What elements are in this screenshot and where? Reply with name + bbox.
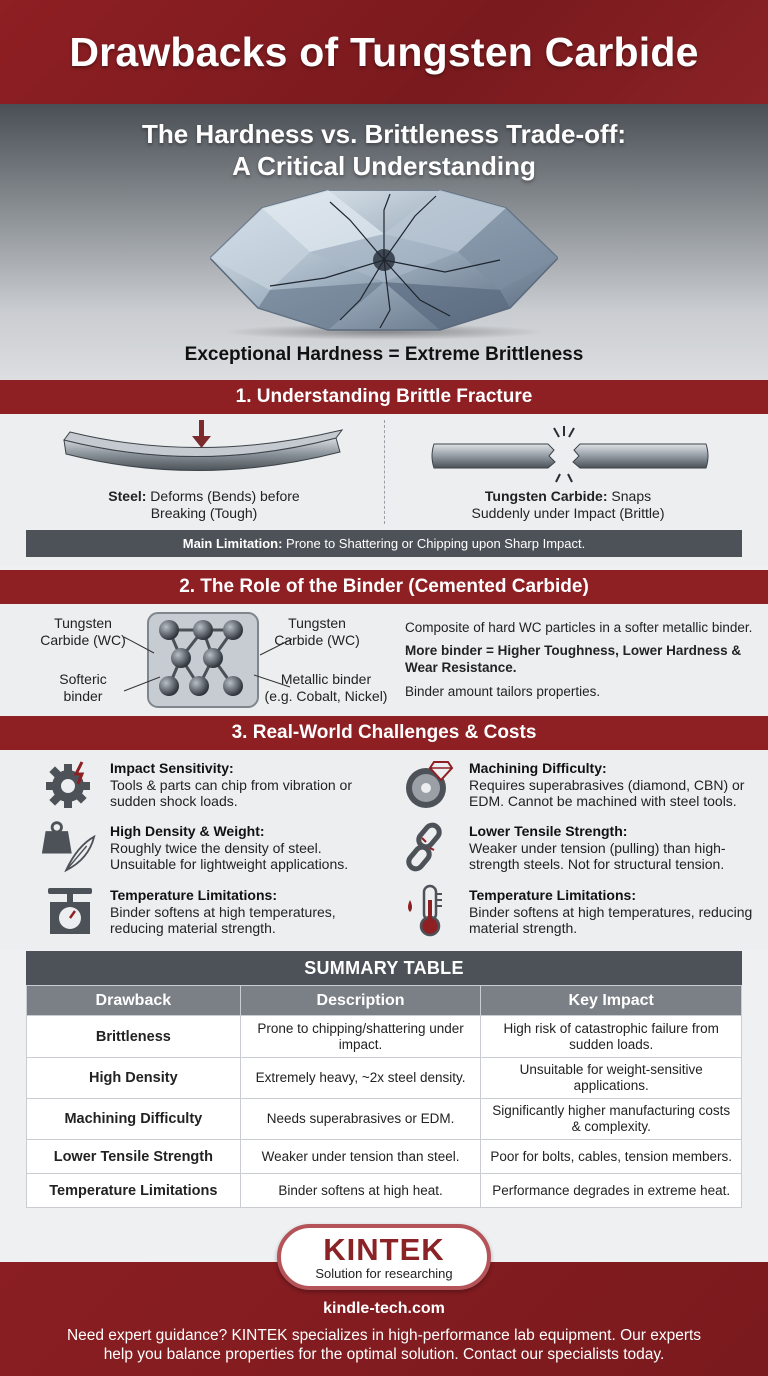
logo-tagline: Solution for researching	[315, 1265, 453, 1281]
table-cell: Poor for bolts, cables, tension members.	[481, 1140, 742, 1174]
challenge-4-title: Lower Tensile Strength:	[469, 823, 628, 839]
table-cell: Performance degrades in extreme heat.	[481, 1174, 742, 1208]
table-cell: Brittleness	[27, 1016, 241, 1058]
section2-heading: 2. The Role of the Binder (Cemented Carbide)	[0, 570, 768, 604]
grinding-disc-icon	[400, 756, 456, 812]
table-cell: Prone to chipping/shattering under impact.	[240, 1016, 481, 1058]
challenge-3-title: High Density & Weight:	[110, 823, 265, 839]
binder-desc-3: Binder amount tailors properties.	[405, 684, 601, 699]
scale-icon	[42, 882, 98, 938]
table-header-row	[27, 986, 742, 1016]
hero-caption: Exceptional Hardness = Extreme Brittleness	[184, 344, 584, 365]
table-cell: Weaker under tension than steel.	[240, 1140, 481, 1174]
challenge-6-desc: Binder softens at high temperatures, reducing material strength.	[469, 904, 753, 936]
label-metallic-binder: Metallic binder (e.g. Cobalt, Nickel)	[264, 671, 388, 704]
challenge-2-desc: Requires superabrasives (diamond, CBN) or EDM. Cannot be machined with steel tools.	[469, 777, 745, 809]
table-cell: Significantly higher manufacturing costs & complexity.	[481, 1099, 742, 1140]
table-row	[27, 1099, 742, 1140]
gear-impact-icon	[42, 756, 98, 812]
binder-desc-2: More binder = Higher Toughness, Lower Hardness & Wear Resistance.	[405, 643, 742, 675]
challenge-1-title: Impact Sensitivity:	[110, 760, 234, 776]
table-header: Drawback	[27, 986, 241, 1016]
label-softer-binder: Softeric binder	[59, 671, 107, 704]
label-wc-left: Tungsten Carbide (WC)	[40, 615, 126, 648]
table-header: Description	[240, 986, 481, 1016]
hero-subtitle-line2: A Critical Understanding	[232, 151, 536, 181]
table-cell: Temperature Limitations	[27, 1174, 241, 1208]
steel-caption: Steel: Deforms (Bends) before Breaking (Tough)	[108, 488, 300, 521]
logo-name: KINTEK	[323, 1231, 445, 1267]
table-row	[27, 1174, 742, 1208]
challenge-6-title: Temperature Limitations:	[469, 887, 636, 903]
challenge-2-title: Machining Difficulty:	[469, 760, 607, 776]
impact-burst-icon	[554, 426, 574, 482]
section3-heading: 3. Real-World Challenges & Costs	[0, 716, 768, 750]
binder-desc-1: Composite of hard WC particles in a softer metallic binder.	[405, 620, 753, 635]
table-cell: Machining Difficulty	[27, 1099, 241, 1140]
hero-subtitle-line1: The Hardness vs. Brittleness Trade-off:	[141, 119, 627, 149]
thermometer-icon	[400, 882, 456, 938]
challenge-5-title: Temperature Limitations:	[110, 887, 277, 903]
challenge-4-desc: Weaker under tension (pulling) than high- strength steels. Not for structural tension.	[469, 840, 726, 872]
cracked-crystal-image	[210, 190, 558, 340]
table-cell: Needs superabrasives or EDM.	[240, 1099, 481, 1140]
website-link[interactable]: kindle-tech.com	[323, 1300, 445, 1317]
table-cell: Extremely heavy, ~2x steel density.	[240, 1058, 481, 1099]
page-title: Drawbacks of Tungsten Carbide	[69, 28, 699, 75]
broken-chain-icon	[400, 820, 456, 876]
challenge-3-desc: Roughly twice the density of steel. Unsuitable for lightweight applications.	[110, 840, 349, 872]
table-cell: Binder softens at high heat.	[240, 1174, 481, 1208]
challenge-1-desc: Tools & parts can chip from vibration or sudden shock loads.	[110, 777, 352, 809]
table-cell: High Density	[27, 1058, 241, 1099]
section1-divider	[384, 420, 385, 524]
kintek-logo[interactable]	[277, 1224, 491, 1290]
summary-table	[26, 951, 742, 1208]
table-cell: High risk of catastrophic failure from sudden loads.	[481, 1016, 742, 1058]
weight-feather-icon	[40, 818, 96, 874]
carbide-caption: Tungsten Carbide: Snaps Suddenly under Impact (Brittle)	[471, 488, 665, 521]
summary-table-title: SUMMARY TABLE	[26, 951, 742, 985]
snapped-carbide-rod-image	[428, 424, 712, 484]
summary-table-grid	[26, 985, 742, 1208]
label-wc-right: Tungsten Carbide (WC)	[274, 615, 360, 648]
hero-section	[0, 104, 768, 380]
title-banner	[0, 0, 768, 104]
table-cell: Unsuitable for weight-sensitive applications.	[481, 1058, 742, 1099]
table-row	[27, 1016, 742, 1058]
hero-subtitle	[0, 118, 768, 182]
table-header: Key Impact	[481, 986, 742, 1016]
section1-heading: 1. Understanding Brittle Fracture	[0, 380, 768, 414]
table-cell: Lower Tensile Strength	[27, 1140, 241, 1174]
down-arrow-icon	[192, 420, 211, 448]
table-row	[27, 1058, 742, 1099]
bent-steel-bar-image	[60, 418, 350, 486]
table-row	[27, 1140, 742, 1174]
challenge-5-desc: Binder softens at high temperatures, reducing material strength.	[110, 904, 336, 936]
main-limitation-bar: Main Limitation: Prone to Shattering or Chipping upon Sharp Impact.	[26, 530, 742, 557]
footer-cta: Need expert guidance? KINTEK specializes in high-performance lab equipment. Our experts help you balance properties for the optimal solution. Contact our specialists today.	[66, 1327, 702, 1363]
